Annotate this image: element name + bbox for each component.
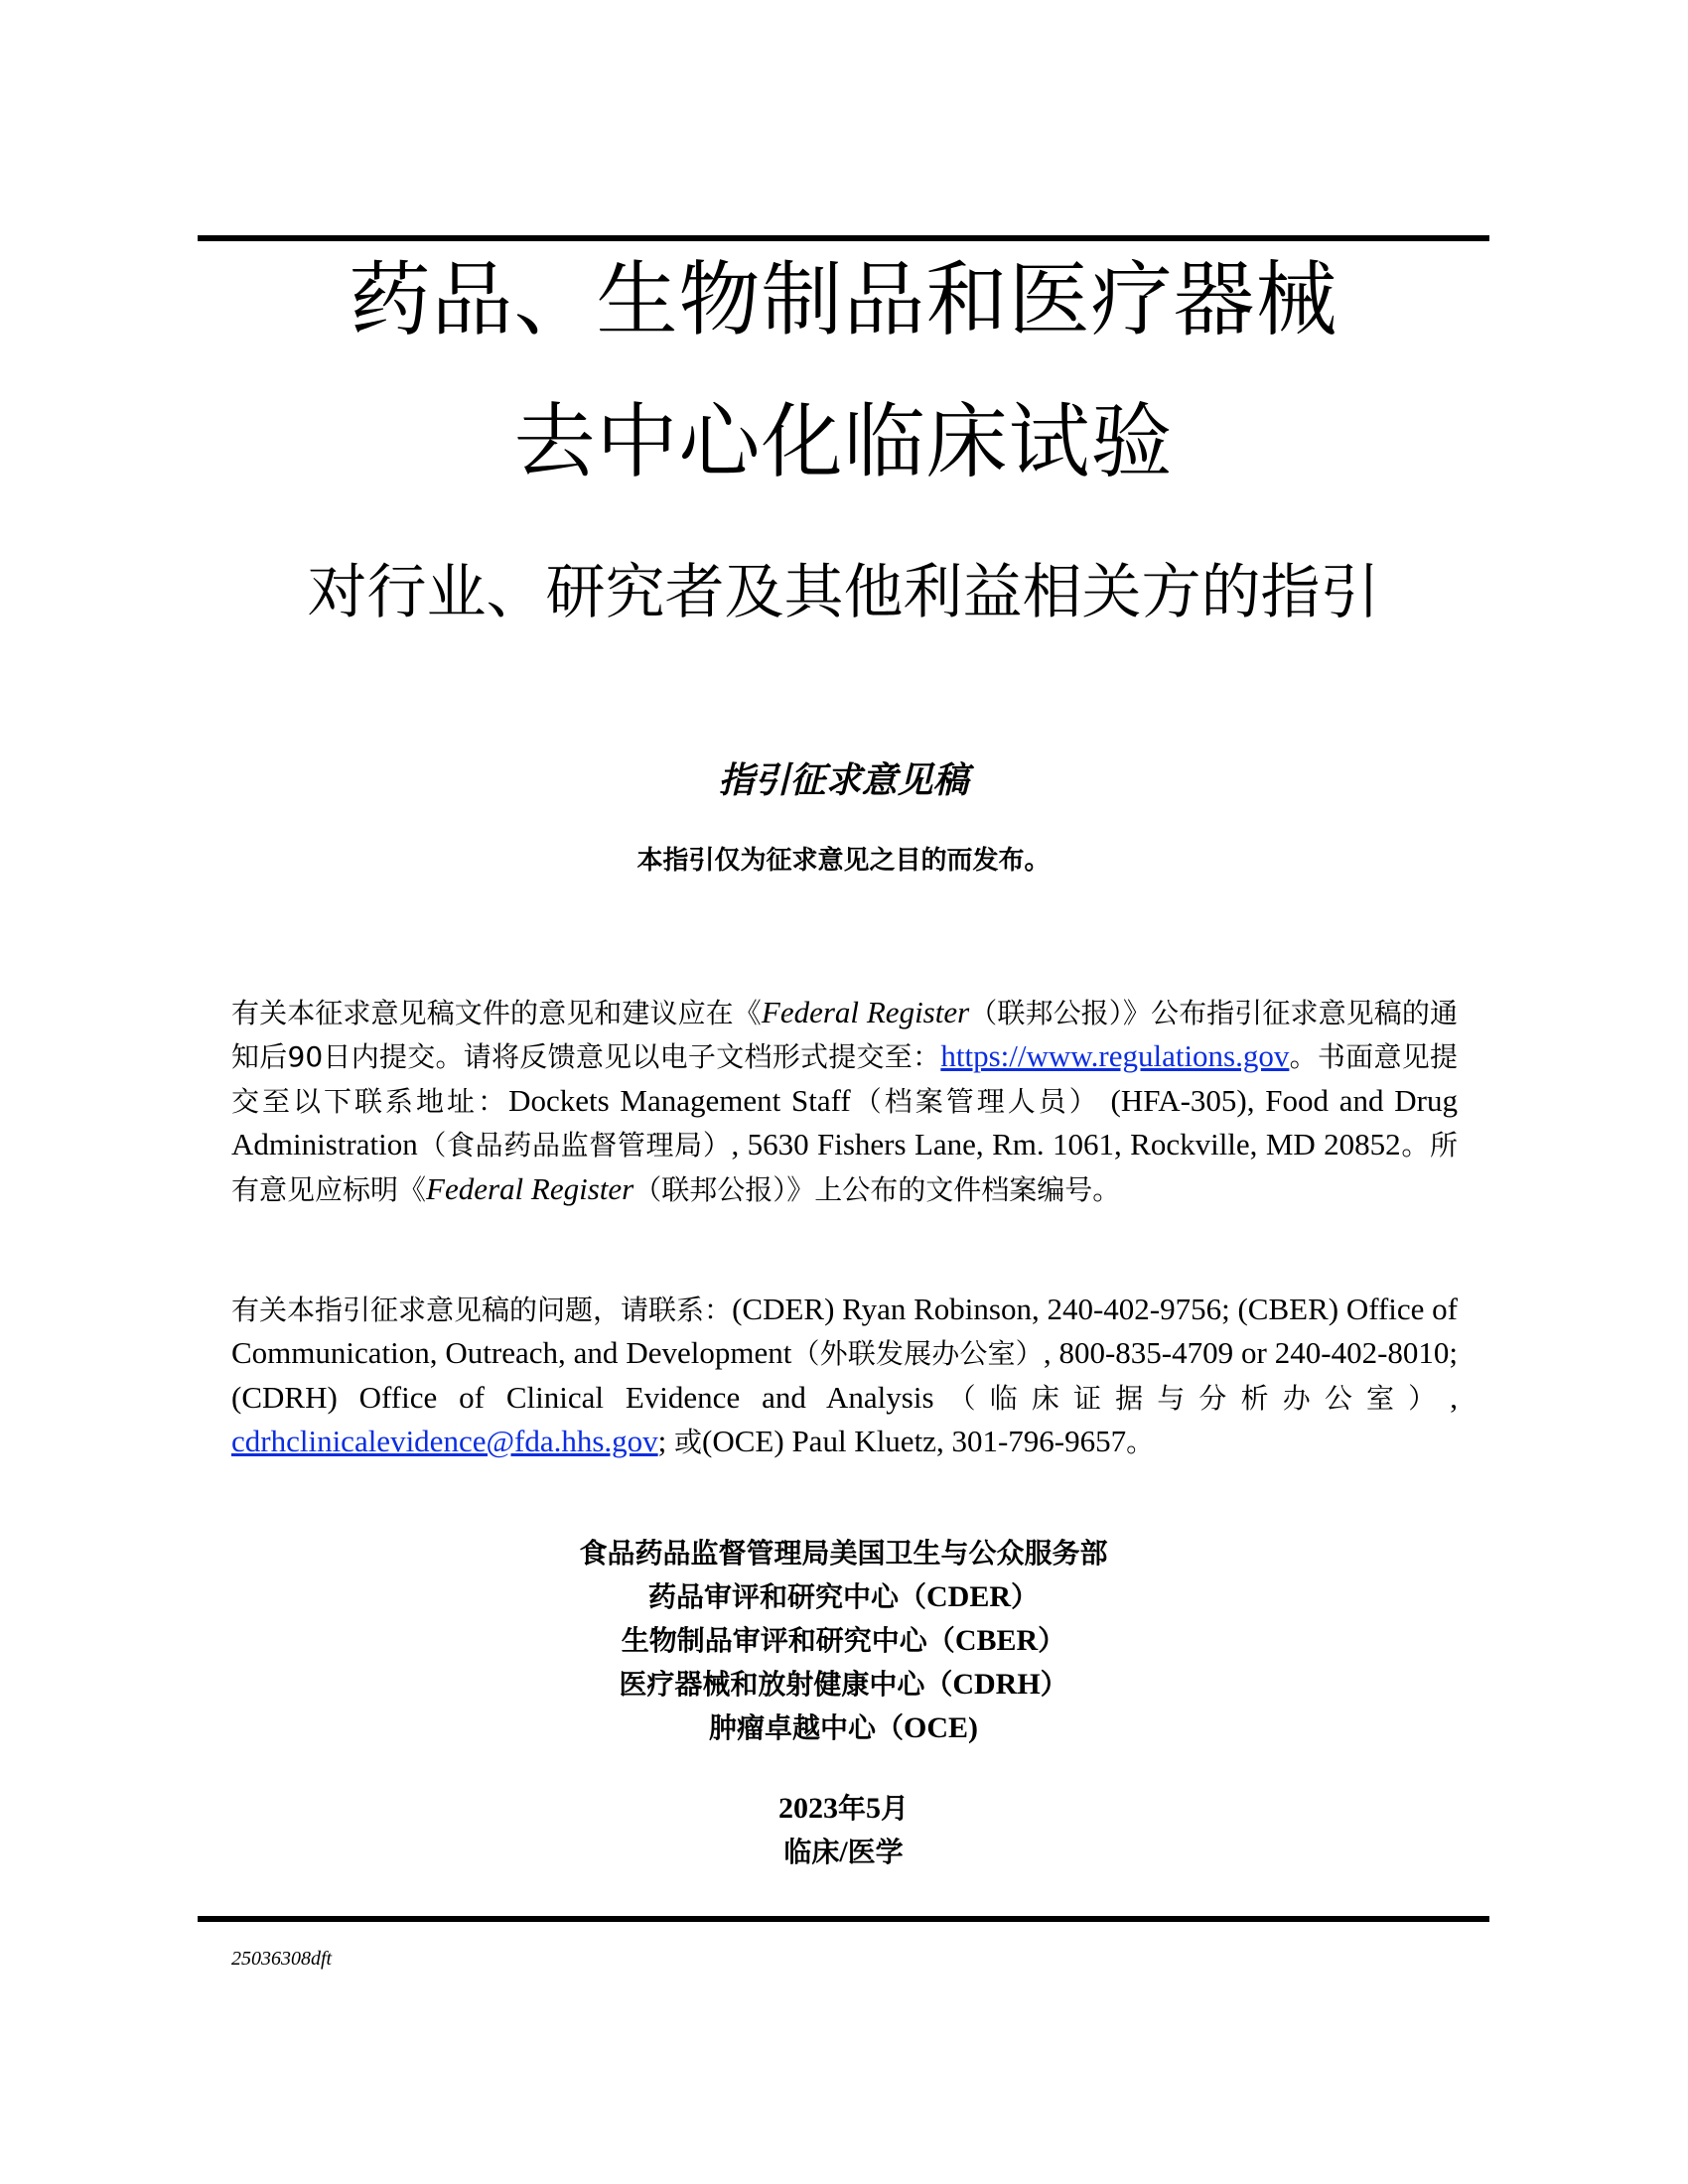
center-line-cber xyxy=(198,1619,1489,1663)
center-line-oce xyxy=(198,1706,1489,1750)
issue-month: 5 xyxy=(866,1792,881,1825)
bottom-rule xyxy=(198,1916,1489,1922)
federal-register-text: Federal Register xyxy=(426,1170,634,1206)
top-rule xyxy=(198,235,1489,241)
regulations-gov-link[interactable]: https://www.regulations.gov xyxy=(940,1038,1290,1074)
center-abbr: OCE) xyxy=(904,1711,978,1744)
text-segment: （联邦公报）》上公布的文件档案编号。 xyxy=(633,1172,1121,1206)
category-part: 临床 xyxy=(783,1836,840,1868)
center-line-fda: 食品药品监督管理局美国卫生与公众服务部 xyxy=(579,1537,1108,1570)
text-segment: 有关本指引征求意见稿的问题，请联系： xyxy=(231,1294,733,1326)
document-title-line1: 药品、生物制品和医疗器械 xyxy=(349,253,1338,347)
center-name: 生物制品审评和研究中心（ xyxy=(621,1624,955,1657)
center-paren: ） xyxy=(1038,1624,1066,1657)
text-segment: （档案管理人员） xyxy=(850,1084,1100,1118)
text-segment: Dockets Management Staff xyxy=(508,1082,851,1118)
text-segment: （外联发展办公室） xyxy=(791,1337,1044,1371)
comments-paragraph xyxy=(231,991,1458,1211)
document-category xyxy=(198,1831,1489,1874)
center-abbr: CDER xyxy=(925,1580,1011,1613)
center-abbr: CBER xyxy=(954,1624,1039,1657)
text-segment: (CDER) Ryan Robinson, 240-402-9756; (CBER) Office of Communication, Outreach, and Development xyxy=(231,1292,1459,1371)
text-segment: , 5630 Fishers Lane, Rm. 1061, Rockville, MD 20852 xyxy=(731,1127,1401,1162)
center-abbr: CDRH xyxy=(952,1668,1041,1701)
text-segment: 。书面意见提交至以下联系地址： xyxy=(231,1040,1458,1118)
text-segment: 。所有意见应标明《 xyxy=(231,1129,1458,1206)
issue-year: 2023 xyxy=(777,1792,838,1825)
category-part: 医学 xyxy=(847,1836,904,1868)
issue-date-block xyxy=(198,1787,1489,1874)
center-line-cdrh xyxy=(198,1663,1489,1706)
issuing-centers xyxy=(198,1532,1489,1750)
center-name: 药品审评和研究中心（ xyxy=(647,1580,926,1613)
center-line-cder xyxy=(198,1575,1489,1619)
draft-note: 本指引仅为征求意见之目的而发布。 xyxy=(636,846,1051,876)
text-segment: (OCE) Paul Kluetz, 301-796-9657 xyxy=(702,1424,1127,1459)
center-name: 肿瘤卓越中心（ xyxy=(708,1711,904,1744)
text-segment: , xyxy=(1450,1379,1458,1415)
center-name: 医疗器械和放射健康中心（ xyxy=(619,1668,953,1701)
center-paren: ） xyxy=(1011,1580,1040,1613)
cdrh-email-link[interactable]: cdrhclinicalevidence@fda.hhs.gov xyxy=(231,1424,658,1459)
category-separator: / xyxy=(839,1836,848,1868)
federal-register-text: Federal Register xyxy=(761,995,970,1029)
text-segment: （联邦公报）》公布指引征求意见稿的通知后90日内提交。请将反馈意见以电子文档形式提交至： xyxy=(231,997,1458,1074)
month-char: 月 xyxy=(881,1792,910,1825)
issue-date xyxy=(198,1787,1489,1831)
text-segment: ; xyxy=(657,1424,675,1459)
text-segment: （临床证据与分析办公室） xyxy=(933,1381,1451,1415)
text-segment: （食品药品监督管理局） xyxy=(417,1129,732,1162)
document-title-line2: 去中心化临床试验 xyxy=(513,395,1174,489)
center-paren: ） xyxy=(1040,1668,1068,1701)
questions-paragraph xyxy=(231,1288,1458,1464)
document-subtitle: 对行业、研究者及其他利益相关方的指引 xyxy=(307,558,1380,627)
text-segment: 或 xyxy=(674,1426,703,1459)
text-segment: , 800-835-4709 or 240-402-8010; (CDRH) Office of Clinical Evidence and Analysis xyxy=(231,1335,1459,1415)
text-segment: 有关本征求意见稿文件的意见和建议应在《 xyxy=(231,997,762,1029)
text-segment: (HFA-305), Food and Drug Administration xyxy=(231,1082,1458,1162)
document-code: 25036308dft xyxy=(231,1948,333,1970)
draft-label: 指引征求意见稿 xyxy=(718,760,969,801)
text-segment: 。 xyxy=(1126,1426,1155,1459)
year-char: 年 xyxy=(837,1792,866,1825)
